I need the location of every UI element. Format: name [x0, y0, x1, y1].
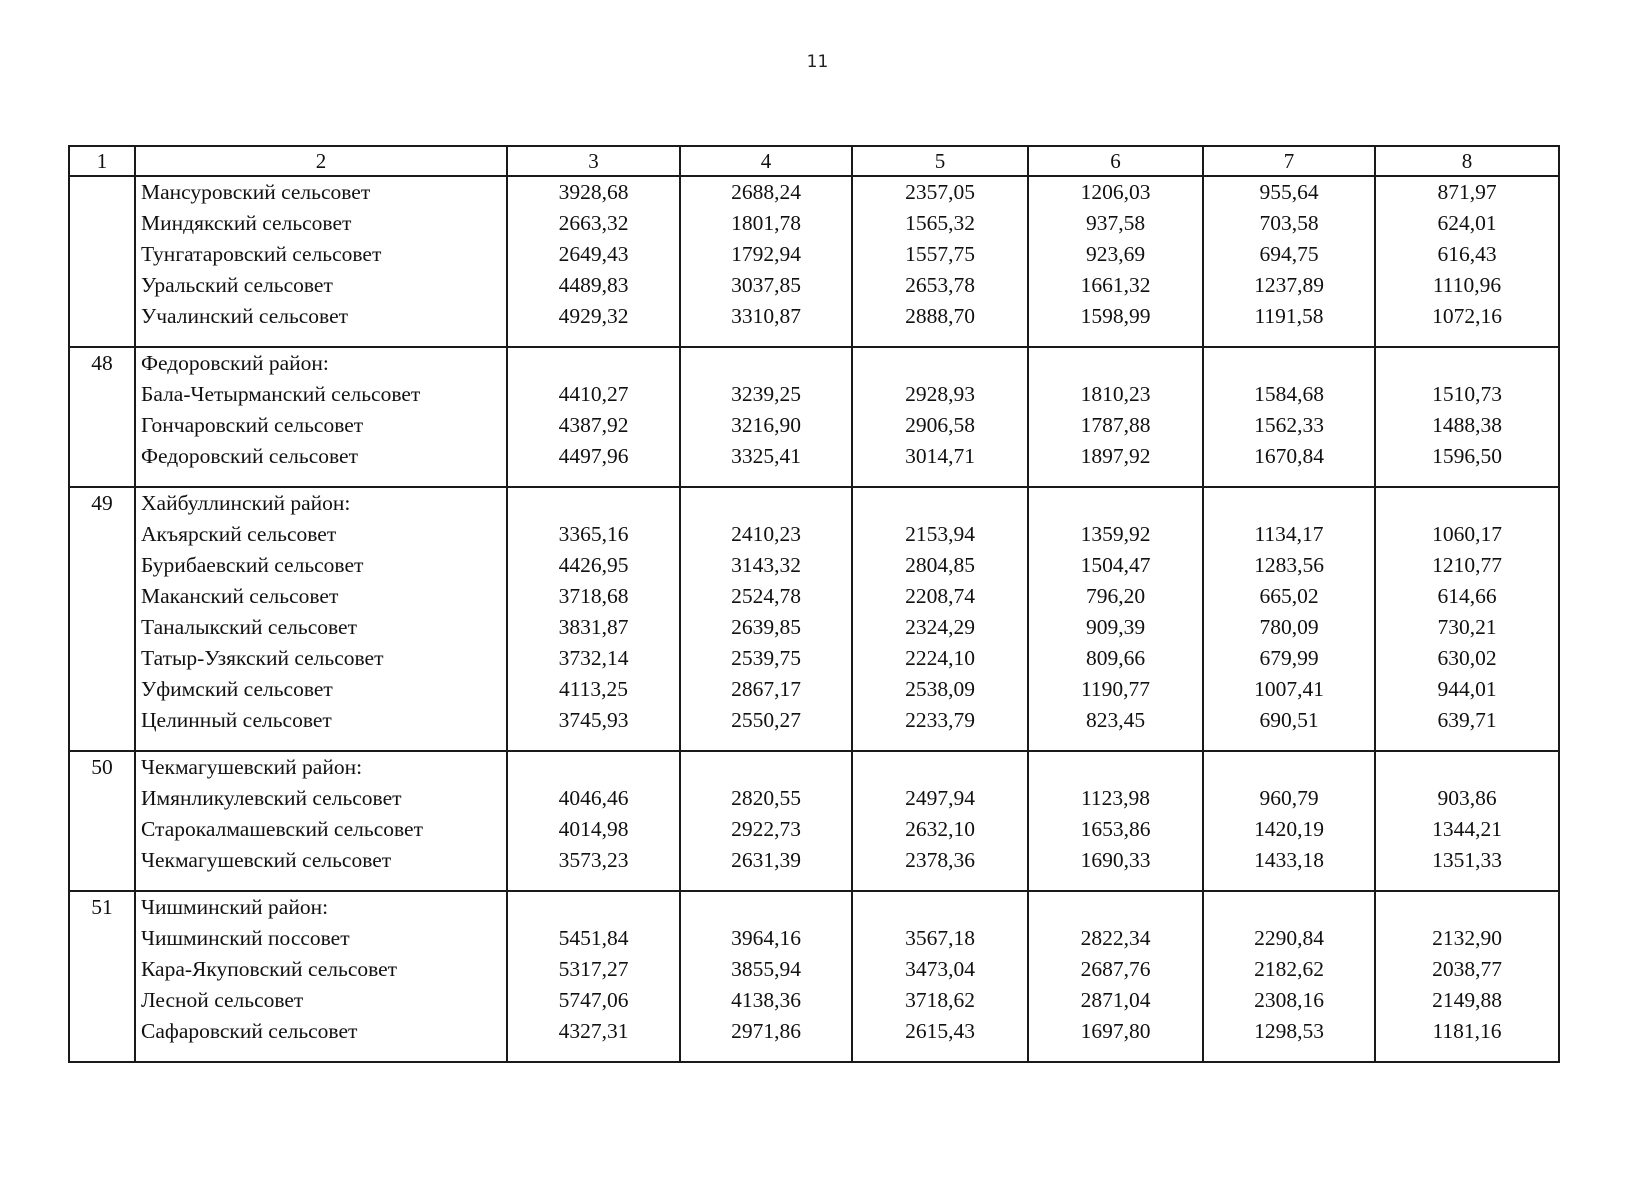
value-cell: 796,20: [1085, 584, 1146, 608]
value-cell: 3239,25: [731, 382, 801, 406]
value-cell: 624,01: [1437, 211, 1497, 235]
value-cell: 2871,04: [1080, 988, 1151, 1012]
names-cell: [135, 347, 507, 487]
blank-cell: [1204, 348, 1374, 379]
value-cell: 2224,10: [905, 646, 975, 670]
value-cell: 2497,94: [905, 786, 975, 810]
value-cell: 2290,84: [1254, 926, 1324, 950]
value-cell: 1351,33: [1432, 848, 1502, 872]
value-cell: 2820,55: [731, 786, 801, 810]
value-column-6: [1028, 891, 1203, 1062]
value-cell: 2663,32: [558, 211, 629, 235]
value-column-4: [680, 176, 852, 347]
value-cell: 955,64: [1259, 180, 1319, 204]
value-cell: 1007,41: [1254, 677, 1324, 701]
value-column-6: [1028, 347, 1203, 487]
value-cell: 909,39: [1085, 615, 1146, 639]
blank-cell: [508, 488, 679, 519]
value-cell: 1060,17: [1432, 522, 1502, 546]
district-group-row: [69, 176, 1559, 347]
names-cell: [135, 176, 507, 347]
blank-cell: [853, 892, 1027, 923]
value-cell: 630,02: [1437, 646, 1497, 670]
value-column-7: [1203, 487, 1375, 751]
value-column-6: [1028, 487, 1203, 751]
value-cell: 1670,84: [1254, 444, 1324, 468]
value-cell: 1123,98: [1080, 786, 1151, 810]
value-cell: 2233,79: [905, 708, 975, 732]
column-header: 4: [680, 146, 852, 176]
data-table: [68, 145, 1560, 1063]
value-cell: 4387,92: [558, 413, 629, 437]
blank-cell: [1376, 488, 1558, 519]
value-cell: 3473,04: [905, 957, 975, 981]
value-cell: 4014,98: [558, 817, 629, 841]
value-cell: 616,43: [1437, 242, 1497, 266]
value-cell: 1504,47: [1080, 553, 1151, 577]
blank-cell: [1029, 752, 1202, 783]
value-cell: 614,66: [1437, 584, 1497, 608]
value-cell: 679,99: [1259, 646, 1319, 670]
value-column-4: [680, 751, 852, 891]
district-number: 48: [69, 347, 135, 487]
value-cell: 2308,16: [1254, 988, 1324, 1012]
value-cell: 703,58: [1259, 211, 1319, 235]
value-cell: 2410,23: [731, 522, 801, 546]
value-cell: 3745,93: [558, 708, 629, 732]
settlement-name: Маканский сельсовет: [141, 584, 339, 608]
settlement-name: Миндякский сельсовет: [141, 211, 352, 235]
value-column-8: [1375, 487, 1559, 751]
value-cell: 690,51: [1259, 708, 1319, 732]
settlement-name: Тунгатаровский сельсовет: [141, 242, 382, 266]
value-cell: 2639,85: [731, 615, 801, 639]
value-cell: 809,66: [1085, 646, 1146, 670]
column-header: 6: [1028, 146, 1203, 176]
settlement-name: Старокалмашевский сельсовет: [141, 817, 423, 841]
value-cell: 5317,27: [558, 957, 629, 981]
value-cell: 2182,62: [1254, 957, 1324, 981]
value-cell: 1584,68: [1254, 382, 1324, 406]
value-cell: 1072,16: [1432, 304, 1502, 328]
value-column-7: [1203, 751, 1375, 891]
value-cell: 3014,71: [905, 444, 975, 468]
value-column-5: [852, 176, 1028, 347]
settlement-name: Чишминский поссовет: [141, 926, 350, 950]
settlement-name: Мансуровский сельсовет: [141, 180, 371, 204]
value-column-5: [852, 487, 1028, 751]
value-cell: 1344,21: [1432, 817, 1502, 841]
blank-cell: [1376, 752, 1558, 783]
blank-cell: [853, 348, 1027, 379]
value-cell: 1420,19: [1254, 817, 1324, 841]
value-column-5: [852, 347, 1028, 487]
value-cell: 1810,23: [1080, 382, 1151, 406]
value-cell: 2804,85: [905, 553, 975, 577]
settlement-name: Татыр-Узякский сельсовет: [141, 646, 384, 670]
district-number: 51: [69, 891, 135, 1062]
value-cell: 4497,96: [558, 444, 629, 468]
district-number: 50: [69, 751, 135, 891]
settlement-name: Имянликулевский сельсовет: [141, 786, 402, 810]
value-cell: 1562,33: [1254, 413, 1324, 437]
value-cell: 4410,27: [558, 382, 629, 406]
value-column-6: [1028, 176, 1203, 347]
column-header: 2: [135, 146, 507, 176]
value-cell: 1134,17: [1254, 522, 1324, 546]
value-cell: 3718,68: [558, 584, 629, 608]
value-cell: 2653,78: [905, 273, 975, 297]
value-cell: 694,75: [1259, 242, 1319, 266]
value-cell: 3718,62: [905, 988, 975, 1012]
value-cell: 3037,85: [731, 273, 801, 297]
settlement-name: Бурибаевский сельсовет: [141, 553, 364, 577]
district-name: Хайбуллинский район:: [141, 491, 351, 515]
value-cell: 1598,99: [1080, 304, 1151, 328]
table-body: [69, 176, 1559, 1062]
blank-cell: [508, 892, 679, 923]
value-cell: 3310,87: [731, 304, 801, 328]
value-column-8: [1375, 347, 1559, 487]
value-column-7: [1203, 347, 1375, 487]
value-column-3: [507, 347, 680, 487]
value-column-7: [1203, 891, 1375, 1062]
value-cell: 937,58: [1085, 211, 1146, 235]
value-cell: 2149,88: [1432, 988, 1502, 1012]
value-cell: 3831,87: [558, 615, 629, 639]
blank-cell: [1204, 752, 1374, 783]
names-cell: [135, 891, 507, 1062]
value-cell: 1653,86: [1080, 817, 1151, 841]
value-cell: 1801,78: [731, 211, 801, 235]
value-cell: 4046,46: [558, 786, 629, 810]
value-cell: 1210,77: [1432, 553, 1502, 577]
value-cell: 4327,31: [558, 1019, 629, 1043]
value-cell: 1557,75: [905, 242, 975, 266]
district-name: Федоровский район:: [141, 351, 329, 375]
value-cell: 1298,53: [1254, 1019, 1324, 1043]
value-cell: 1283,56: [1254, 553, 1324, 577]
value-cell: 2132,90: [1432, 926, 1502, 950]
value-cell: 3573,23: [558, 848, 629, 872]
value-cell: 665,02: [1259, 584, 1319, 608]
value-cell: 903,86: [1437, 786, 1497, 810]
value-cell: 2208,74: [905, 584, 975, 608]
district-name: Чекмагушевский район:: [141, 755, 363, 779]
value-cell: 2971,86: [731, 1019, 801, 1043]
settlement-name: Кара-Якуповский сельсовет: [141, 957, 398, 981]
value-cell: 3567,18: [905, 926, 975, 950]
value-cell: 2378,36: [905, 848, 975, 872]
value-cell: 1792,94: [731, 242, 801, 266]
value-column-5: [852, 751, 1028, 891]
value-cell: 1190,77: [1080, 677, 1151, 701]
value-cell: 2928,93: [905, 382, 975, 406]
value-cell: 2324,29: [905, 615, 975, 639]
district-group-row: [69, 751, 1559, 891]
value-cell: 3365,16: [558, 522, 629, 546]
column-header: 8: [1375, 146, 1559, 176]
blank-cell: [508, 752, 679, 783]
value-column-3: [507, 751, 680, 891]
settlement-name: Гончаровский сельсовет: [141, 413, 364, 437]
value-cell: 2906,58: [905, 413, 975, 437]
column-header: 3: [507, 146, 680, 176]
value-cell: 730,21: [1437, 615, 1497, 639]
value-cell: 2038,77: [1432, 957, 1502, 981]
settlement-name: Федоровский сельсовет: [141, 444, 358, 468]
column-header: 5: [852, 146, 1028, 176]
value-cell: 2888,70: [905, 304, 975, 328]
value-cell: 2822,34: [1080, 926, 1151, 950]
blank-cell: [1376, 348, 1558, 379]
settlement-name: Бала-Четырманский сельсовет: [141, 382, 421, 406]
value-column-4: [680, 347, 852, 487]
value-cell: 2153,94: [905, 522, 975, 546]
header-row: [69, 146, 1559, 176]
names-cell: [135, 751, 507, 891]
settlement-name: Учалинский сельсовет: [141, 304, 349, 328]
blank-cell: [1204, 892, 1374, 923]
value-cell: 2649,43: [558, 242, 629, 266]
value-cell: 960,79: [1259, 786, 1319, 810]
value-column-3: [507, 891, 680, 1062]
value-cell: 1433,18: [1254, 848, 1324, 872]
value-cell: 1488,38: [1432, 413, 1502, 437]
value-cell: 944,01: [1437, 677, 1497, 701]
value-cell: 2550,27: [731, 708, 801, 732]
settlement-name: Уральский сельсовет: [141, 273, 333, 297]
value-cell: 2687,76: [1080, 957, 1151, 981]
settlement-name: Таналыкский сельсовет: [141, 615, 357, 639]
value-cell: 639,71: [1437, 708, 1497, 732]
column-header: 1: [69, 146, 135, 176]
value-cell: 1787,88: [1080, 413, 1151, 437]
district-number: 49: [69, 487, 135, 751]
blank-cell: [681, 348, 851, 379]
value-cell: 2524,78: [731, 584, 801, 608]
names-cell: [135, 487, 507, 751]
value-column-8: [1375, 751, 1559, 891]
value-cell: 2867,17: [731, 677, 801, 701]
blank-cell: [681, 892, 851, 923]
value-cell: 1191,58: [1254, 304, 1324, 328]
value-cell: 923,69: [1085, 242, 1146, 266]
value-cell: 5747,06: [558, 988, 629, 1012]
page-number: 11: [806, 52, 829, 72]
value-cell: 2357,05: [905, 180, 975, 204]
value-cell: 3216,90: [731, 413, 801, 437]
district-group-row: [69, 487, 1559, 751]
value-column-8: [1375, 176, 1559, 347]
value-cell: 780,09: [1259, 615, 1319, 639]
value-cell: 2539,75: [731, 646, 801, 670]
value-cell: 4929,32: [558, 304, 629, 328]
value-cell: 5451,84: [558, 926, 629, 950]
district-name: Чишминский район:: [141, 895, 329, 919]
value-cell: 1697,80: [1080, 1019, 1151, 1043]
value-cell: 1510,73: [1432, 382, 1502, 406]
value-cell: 1661,32: [1080, 273, 1151, 297]
blank-cell: [508, 348, 679, 379]
settlement-name: Чекмагушевский сельсовет: [141, 848, 392, 872]
settlement-name: Акъярский сельсовет: [141, 522, 337, 546]
value-cell: 2538,09: [905, 677, 975, 701]
value-cell: 3964,16: [731, 926, 801, 950]
blank-cell: [853, 752, 1027, 783]
settlement-name: Целинный сельсовет: [141, 708, 332, 732]
blank-cell: [681, 752, 851, 783]
value-column-3: [507, 176, 680, 347]
value-column-8: [1375, 891, 1559, 1062]
value-cell: 1596,50: [1432, 444, 1502, 468]
blank-cell: [853, 488, 1027, 519]
value-column-6: [1028, 751, 1203, 891]
value-cell: 1110,96: [1432, 273, 1502, 297]
value-column-4: [680, 487, 852, 751]
value-cell: 4489,83: [558, 273, 629, 297]
district-group-row: [69, 347, 1559, 487]
settlement-name: Сафаровский сельсовет: [141, 1019, 358, 1043]
value-cell: 1565,32: [905, 211, 975, 235]
value-cell: 3855,94: [731, 957, 801, 981]
blank-cell: [1029, 488, 1202, 519]
district-number: [69, 176, 135, 347]
value-cell: 1181,16: [1432, 1019, 1502, 1043]
value-cell: 3143,32: [731, 553, 801, 577]
value-cell: 3928,68: [558, 180, 629, 204]
value-cell: 3325,41: [731, 444, 801, 468]
value-cell: 2688,24: [731, 180, 801, 204]
value-cell: 4138,36: [731, 988, 801, 1012]
value-column-5: [852, 891, 1028, 1062]
value-cell: 2922,73: [731, 817, 801, 841]
value-cell: 1237,89: [1254, 273, 1324, 297]
value-column-7: [1203, 176, 1375, 347]
value-cell: 2615,43: [905, 1019, 975, 1043]
value-cell: 4113,25: [558, 677, 629, 701]
blank-cell: [1204, 488, 1374, 519]
blank-cell: [1376, 892, 1558, 923]
settlement-name: Лесной сельсовет: [141, 988, 304, 1012]
value-cell: 1206,03: [1080, 180, 1151, 204]
value-cell: 1690,33: [1080, 848, 1151, 872]
value-cell: 1359,92: [1080, 522, 1151, 546]
value-column-3: [507, 487, 680, 751]
district-group-row: [69, 891, 1559, 1062]
value-cell: 823,45: [1085, 708, 1146, 732]
blank-cell: [1029, 892, 1202, 923]
value-cell: 3732,14: [558, 646, 629, 670]
value-cell: 2632,10: [905, 817, 975, 841]
value-cell: 2631,39: [731, 848, 801, 872]
settlement-name: Уфимский сельсовет: [141, 677, 333, 701]
value-cell: 871,97: [1437, 180, 1497, 204]
value-cell: 1897,92: [1080, 444, 1151, 468]
blank-cell: [1029, 348, 1202, 379]
column-header: 7: [1203, 146, 1375, 176]
value-column-4: [680, 891, 852, 1062]
blank-cell: [681, 488, 851, 519]
value-cell: 4426,95: [558, 553, 629, 577]
